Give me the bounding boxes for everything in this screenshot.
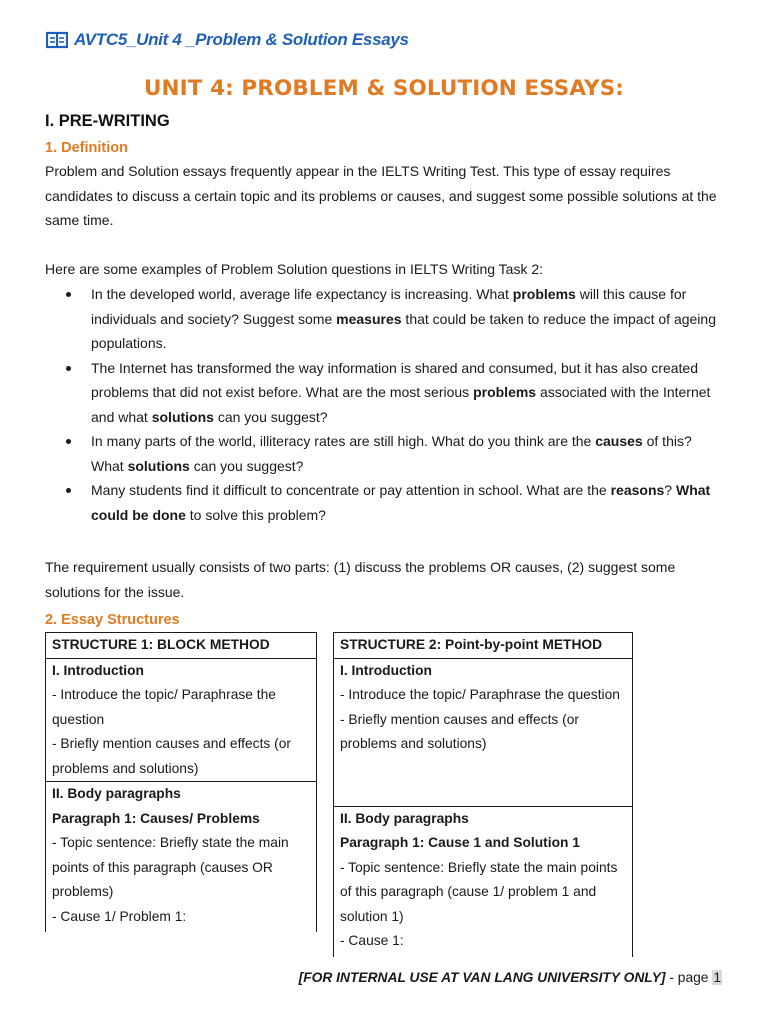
structure-2-body: II. Body paragraphs Paragraph 1: Cause 1 and Solution 1 - Topic sentence: Briefly state the main points of this paragraph (cause 1/ problem 1 and solution 1) - Cause 1: [334, 806, 633, 957]
example-questions-list [45, 282, 725, 527]
document-header [46, 30, 409, 50]
structure-1-intro: I. Introduction - Introduce the topic/ Paraphrase the question - Briefly mention causes and effects (or problems and solutions) [46, 658, 317, 782]
structure-1-body: II. Body paragraphs Paragraph 1: Causes/ Problems - Topic sentence: Briefly state the main points of this paragraph (causes OR problems) - Cause 1/ Problem 1: [46, 782, 317, 933]
header-title: AVTC5_Unit 4 _Problem & Solution Essays [74, 30, 409, 49]
book-icon [46, 31, 68, 49]
definition-text: Problem and Solution essays frequently appear in the IELTS Writing Test. This type of essay requires candidates to discuss a certain topic and its problems or causes, and suggest some possible solutions at the same time. [45, 163, 717, 228]
structure-2-intro: I. Introduction - Introduce the topic/ Paraphrase the question - Briefly mention causes and effects (or problems and solutions) [334, 658, 633, 806]
page-number: 1 [713, 970, 721, 985]
requirement-text: The requirement usually consists of two parts: (1) discuss the problems OR causes, (2) suggest some solutions for the issue. [45, 559, 676, 600]
section-title: I. PRE-WRITING [45, 112, 170, 130]
structure-1-title: STRUCTURE 1: BLOCK METHOD [46, 633, 317, 659]
list-item: Many students find it difficult to concentrate or pay attention in school. What are the reasons? What could be done to solve this problem? [45, 478, 725, 527]
list-item: The Internet has transformed the way information is shared and consumed, but it has also created problems that did not exist before. What are the most serious problems associated with the Internet and what solutions can you suggest? [45, 356, 725, 430]
structure-2-title: STRUCTURE 2: Point-by-point METHOD [334, 633, 633, 659]
unit-title: UNIT 4: PROBLEM & SOLUTION ESSAYS: [143, 76, 625, 101]
structure-1-table [45, 632, 317, 932]
definition-heading: 1. Definition [45, 140, 128, 156]
list-item: In many parts of the world, illiteracy rates are still high. What do you think are the causes of this? What solutions can you suggest? [45, 429, 725, 478]
structure-2-table [333, 632, 633, 957]
structures-heading: 2. Essay Structures [45, 612, 180, 628]
footer-page-label: - page [665, 970, 713, 985]
footer-note: [FOR INTERNAL USE AT VAN LANG UNIVERSITY ONLY] [298, 970, 666, 985]
examples-intro: Here are some examples of Problem Solution questions in IELTS Writing Task 2: [45, 261, 544, 277]
list-item: In the developed world, average life expectancy is increasing. What problems will this cause for individuals and society? Suggest some measures that could be taken to reduce the impact of ageing populations. [45, 282, 725, 356]
page-footer [299, 970, 722, 985]
